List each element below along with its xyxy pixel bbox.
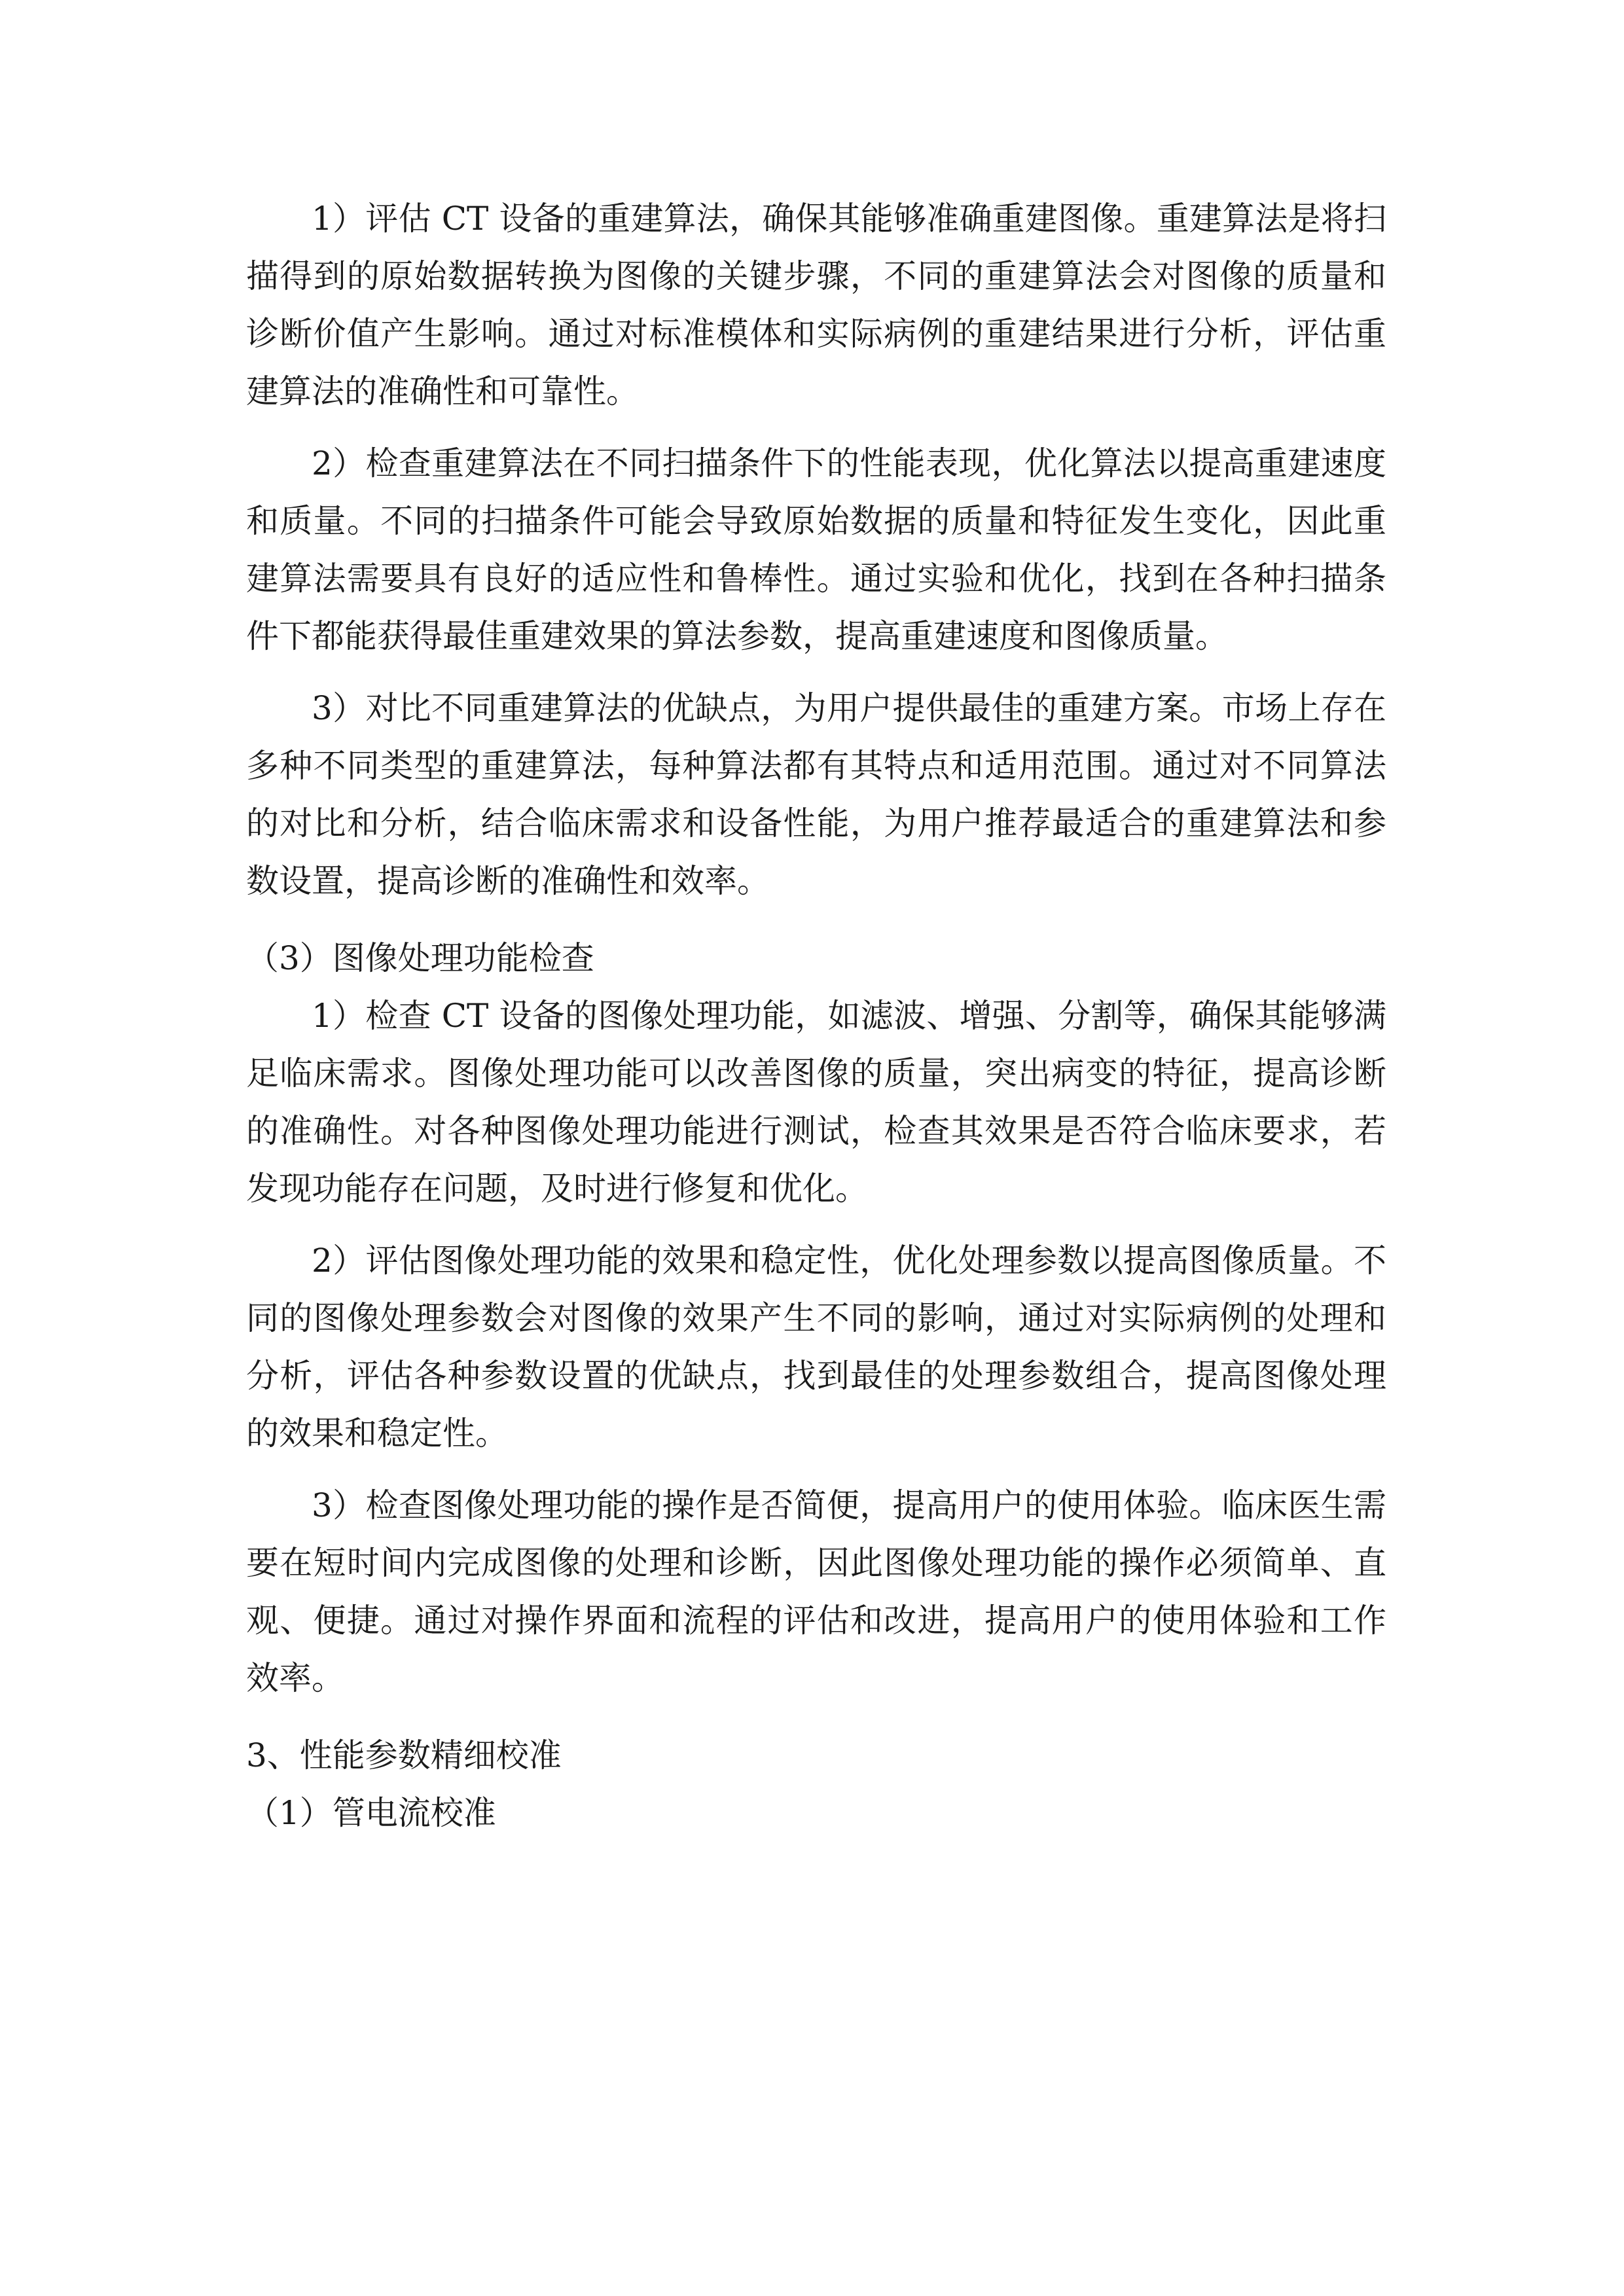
heading-tube-current-calibration: （1）管电流校准	[246, 1794, 496, 1832]
paragraph-reconstruction-comparison: 3）对比不同重建算法的优缺点，为用户提供最佳的重建方案。市场上存在多种不同类型的重建算法，每种算法都有其特点和适用范围。通过对不同算法的对比和分析，结合临床需求和设备性能，为用户推荐最适合的重建算法和参数设置，提高诊断的准确性和效率。	[246, 689, 1386, 900]
paragraph-image-processing-stability: 2）评估图像处理功能的效果和稳定性，优化处理参数以提高图像质量。不同的图像处理参数会对图像的效果产生不同的影响，通过对实际病例的处理和分析，评估各种参数设置的优缺点，找到最佳的处理参数组合，提高图像处理的效果和稳定性。	[246, 1242, 1386, 1452]
heading-performance-calibration: 3、性能参数精细校准	[246, 1736, 562, 1774]
paragraph-reconstruction-accuracy: 1）评估 CT 设备的重建算法，确保其能够准确重建图像。重建算法是将扫描得到的原始数据转换为图像的关键步骤，不同的重建算法会对图像的质量和诊断价值产生影响。通过对标准模体和实际病例的重建结果进行分析，评估重建算法的准确性和可靠性。	[246, 200, 1386, 410]
paragraph-reconstruction-performance: 2）检查重建算法在不同扫描条件下的性能表现，优化算法以提高重建速度和质量。不同的扫描条件可能会导致原始数据的质量和特征发生变化，因此重建算法需要具有良好的适应性和鲁棒性。通过实验和优化，找到在各种扫描条件下都能获得最佳重建效果的算法参数，提高重建速度和图像质量。	[246, 444, 1386, 655]
paragraph-image-processing-usability: 3）检查图像处理功能的操作是否简便，提高用户的使用体验。临床医生需要在短时间内完成图像的处理和诊断，因此图像处理功能的操作必须简单、直观、便捷。通过对操作界面和流程的评估和改进，提高用户的使用体验和工作效率。	[246, 1486, 1386, 1697]
document-body	[246, 190, 1386, 1842]
heading-image-processing-check: （3）图像处理功能检查	[246, 939, 594, 977]
paragraph-image-processing-functions: 1）检查 CT 设备的图像处理功能，如滤波、增强、分割等，确保其能够满足临床需求。图像处理功能可以改善图像的质量，突出病变的特征，提高诊断的准确性。对各种图像处理功能进行测试，检查其效果是否符合临床要求，若发现功能存在问题，及时进行修复和优化。	[246, 997, 1386, 1208]
